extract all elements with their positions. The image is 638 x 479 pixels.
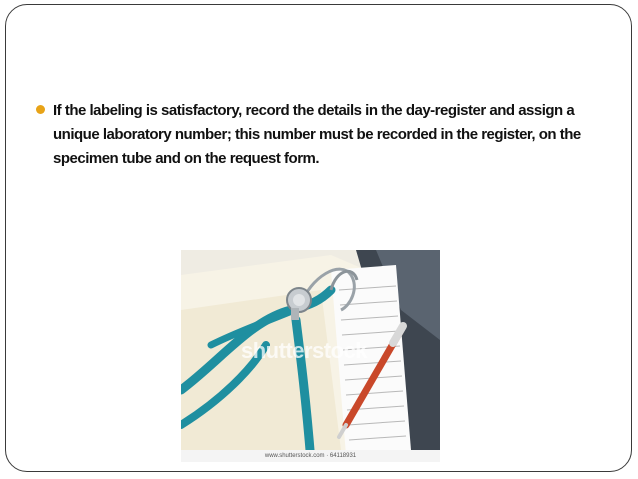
bullet-text: If the labeling is satisfactory, record the details in the day-register and assign a unique laboratory number; this number must be recorded in the register, on the specimen tube and on the request form. xyxy=(53,102,581,167)
image-caption: www.shutterstock.com · 64118931 xyxy=(181,450,440,462)
stethoscope-photo xyxy=(181,250,440,462)
bullet-item xyxy=(36,99,616,171)
watermark-text: shutterstock xyxy=(241,338,368,363)
bullet-dot-icon xyxy=(36,105,45,114)
